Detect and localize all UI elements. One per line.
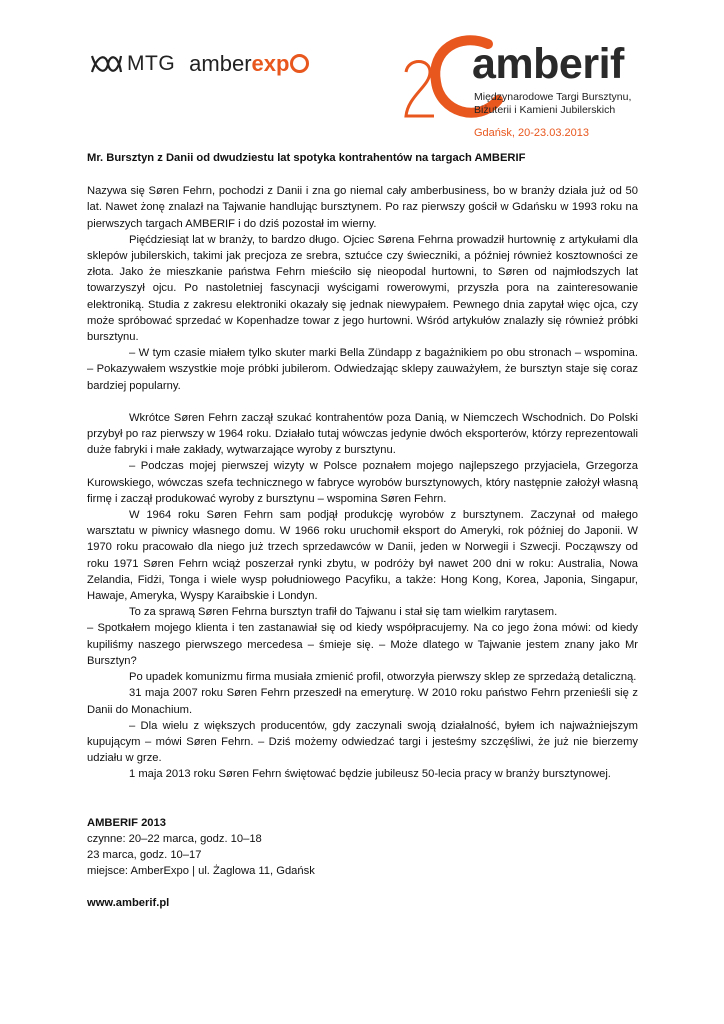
event-heading: AMBERIF 2013 — [87, 816, 166, 829]
spacer — [87, 394, 638, 410]
spacer — [87, 783, 638, 799]
mtg-mark-icon — [88, 50, 124, 78]
amberexpo-o-icon — [290, 54, 309, 73]
amberif-sub-line2: Biżuterii i Kamieni Jubilerskich — [474, 104, 616, 116]
article-title: Mr. Bursztyn z Danii od dwudziestu lat spotyka kontrahentów na targach AMBERIF — [87, 152, 526, 164]
paragraph: Po upadek komunizmu firma musiała zmienić profil, otworzyła pierwszy sklep ze sprzedażą detaliczną. — [129, 671, 637, 684]
event-hours-1: czynne: 20–22 marca, godz. 10–18 — [87, 832, 262, 845]
paragraph: – Dla wielu z większych producentów, gdy zaczynali swoją działalność, byłem ich najważniejszym kupującym – mówi Søren Fehrn. – Dziś możemy odwiedzać targi i jesteśmy szczęśliwi, że już nie bierzemy udziału w grze. — [87, 719, 638, 765]
mtg-amberexpo-logo — [88, 50, 309, 78]
paragraph: W 1964 roku Søren Fehrn sam podjął produkcję wyrobów z bursztynem. Zaczynał od małego warsztatu w piwnicy własnego domu. W 1966 roku uruchomił eksport do Ameryki, rok później do Japonii. W 1970 roku pracowało dla niego już trzech sprzedawców w Danii, jeden w Norwegii i Szwecji. Począwszy od roku 1971 Søren Fehrn wciąż poszerzał rynki zbytu, w podróży był nawet 200 dni w roku: Australia, Nowa Zelandia, Fidżi, Tonga i wiele wysp południowego Pacyfiku, a także: Hong Kong, Korea, Japonia, Singapur, Hawaje, Ameryka, Wyspy Karaibskie i Londyn. — [87, 509, 638, 603]
paragraph: To za sprawą Søren Fehrna bursztyn trafił do Tajwanu i stał się tam wielkim rarytasem. — [129, 606, 558, 619]
paragraph: 1 maja 2013 roku Søren Fehrn świętować będzie jubileusz 50-lecia pracy w branży bursztynowej. — [129, 768, 611, 781]
paragraph: – Spotkałem mojego klienta i ten zastanawiał się od kiedy współpracujemy. Na co jego żona mówi: od kiedy kupiliśmy naszego pierwszego mercedesa – śmieje się. – Może dlatego w Tajwanie jestem znany jako Mr Bursztyn? — [87, 622, 638, 667]
amberexpo-expo: exp — [251, 51, 290, 76]
amberexpo-logo — [189, 51, 309, 77]
amberexpo-amber: amber — [189, 51, 252, 76]
paragraph: Pięćdziesiąt lat w branży, to bardzo długo. Ojciec Sørena Fehrna prowadził hurtownię z artykułami dla sklepów jubilerskich, takimi jak precjoza ze srebra, sztućce czy świeczniki, a później również kosztowności ze złota. Jako że mieszkanie państwa Fehrn mieściło się nieopodal hurtowni, to Søren od najmłodszych lat towarzyszył ojcu. Po nastoletniej fascynacji wyścigami rowerowymi, przyszła pora na zainteresowanie elektroniką. Studia z zakresu elektroniki okazały się jednak niewypałem. Pewnego dnia zapytał więc ojca, czy może spróbować sprzedać w Kopenhadze towar z jego hurtowni. Wśród artykułów znalazły się również próbki bursztynu. — [87, 233, 638, 344]
paragraph: – Podczas mojej pierwszej wizyty w Polsce poznałem mojego najlepszego przyjaciela, Grzegorza Kurowskiego, wówczas szefa technicznego w fabryce wyrobów bursztynowych, który następnie założył własną firmę i zaczął produkować wyroby z bursztynu – wspomina Søren Fehrn. — [87, 460, 638, 505]
paragraph: – W tym czasie miałem tylko skuter marki Bella Zündapp z bagażnikiem po obu stronach – wspomina. – Pokazywałem wszystkie moje próbki jubilerom. Odwiedzając sklepy zauważyłem, że bursztyn staje się coraz bardziej popularny. — [87, 347, 638, 392]
event-hours-2: 23 marca, godz. 10–17 — [87, 848, 202, 861]
spacer — [87, 879, 638, 895]
website-link[interactable]: www.amberif.pl — [87, 897, 170, 910]
amberif-subtitle — [474, 91, 631, 117]
paragraph: Nazywa się Søren Fehrn, pochodzi z Danii i zna go niemal cały amberbusiness, bo w branży działa już od 50 lat. Nawet żonę znalazł na Tajwanie handlując bursztynem. Po raz pierwszy gościł w Gdańsku w 1993 roku na pierwszych targach AMBERIF i do dziś pozostał im wierny. — [87, 185, 638, 230]
amberif-logo — [400, 30, 650, 139]
paragraph: 31 maja 2007 roku Søren Fehrn przeszedł na emeryturę. W 2010 roku państwo Fehrn przenieśli się z Danii do Monachium. — [87, 687, 638, 716]
amberif-sub-line1: Międzynarodowe Targi Bursztynu, — [474, 91, 632, 103]
mtg-logo-text: MTG — [127, 52, 176, 75]
amberif-name: amberif — [472, 40, 624, 88]
paragraph: Wkrótce Søren Fehrn zaczął szukać kontrahentów poza Danią, w Niemczech Wschodnich. Do Polski przybył po raz pierwszy w 1964 roku. Działało tutaj wówczas jedynie dwóch eksporterów, którzy reprezentowali duże fabryki i małe zakłady, wytwarzające wyroby z bursztynu. — [87, 411, 638, 457]
page-header — [0, 0, 724, 140]
amberif-date: Gdańsk, 20-23.03.2013 — [474, 127, 589, 139]
event-location: miejsce: AmberExpo | ul. Żaglowa 11, Gdańsk — [87, 865, 315, 878]
article-body — [87, 150, 638, 912]
spacer — [87, 799, 638, 815]
